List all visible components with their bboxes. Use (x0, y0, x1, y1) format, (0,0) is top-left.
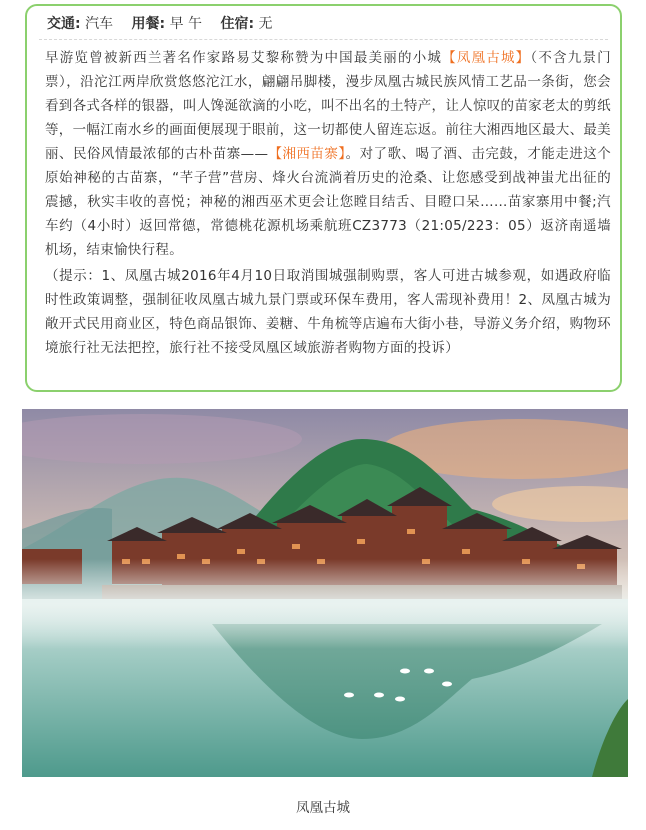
transport-label: 交通: (47, 16, 81, 32)
photo-caption: 凤凰古城 (296, 800, 350, 816)
description-text-3: 。对了歌、喝了酒、击完鼓，才能走进这个原始神秘的古苗寨，“芊子营”营房、烽火台流淌着历史的沧桑、让您感受到战神蚩尤出征的震撼，秋实丰收的喜悦；神秘的湘西巫术更会让您瞠目结舌、目瞪口呆……苗家寨用中餐;汽车约（4小时）返回常德，常德桃花源机场乘航班CZ3773（21:05/223：05）返济南遥墙机场，结束愉快行程。 (45, 146, 611, 258)
fenghuang-photo (22, 409, 628, 777)
lodging-value: 无 (258, 16, 273, 32)
meta-divider (39, 39, 608, 40)
meals-value: 早 午 (169, 16, 203, 32)
itinerary-description (45, 46, 611, 262)
itinerary-tips: （提示：1、凤凰古城2016年4月10日取消围城强制购票，客人可进古城参观，如遇政府临时性政策调整，强制征收凤凰古城九景门票或环保车费用，客人需现补费用！2、凤凰古城为敞开式民用商业区，特色商品银饰、姜糖、牛角梳等店遍布大街小巷，导游义务介绍，购物环境旅行社无法把控，旅行社不接受凤凰区域旅游者购物方面的投诉） (45, 268, 611, 356)
xiangxi-miao-link[interactable]: 【湘西苗寨】 (268, 146, 346, 162)
description-text-1: 早游览曾被新西兰著名作家路易艾黎称赞为中国最美丽的小城 (45, 50, 443, 66)
description-text-2: （不含九景门票），沿沱江两岸欣赏悠悠沱江水，翩翩吊脚楼，漫步凤凰古城民族风情工艺品一条街，您会看到各式各样的银器，叫人馋涎欲滴的小吃，叫不出名的土特产，让人惊叹的苗家老太的剪纸等，一幅江南水乡的画面便展现于眼前，这一切都使人留连忘返。前往大湘西地区最大、最美丽、民俗风情最浓郁的古朴苗寨—— (45, 50, 611, 162)
fenghuang-link[interactable]: 【凤凰古城】 (442, 50, 531, 66)
transport-value: 汽车 (85, 16, 114, 32)
itinerary-card (25, 4, 622, 392)
itinerary-meta-row (47, 12, 287, 36)
fenghuang-photo-illustration (22, 409, 628, 777)
lodging-label: 住宿: (220, 16, 255, 32)
meals-label: 用餐: (131, 16, 166, 32)
